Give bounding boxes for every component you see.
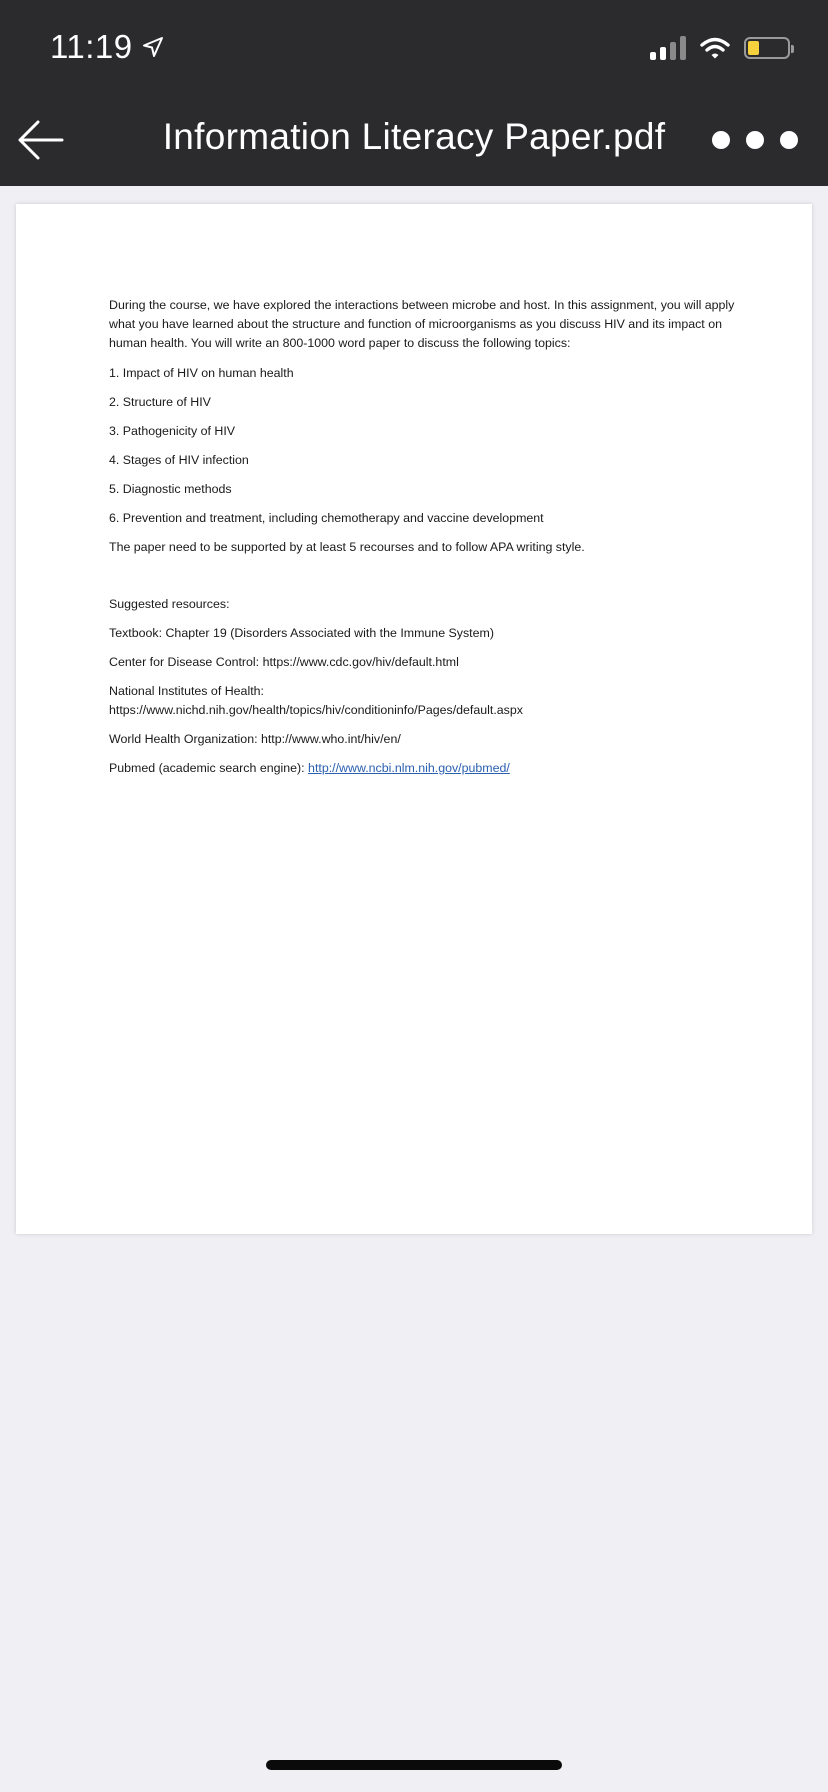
topic-item: 1. Impact of HIV on human health bbox=[109, 366, 294, 380]
intro-paragraph: During the course, we have explored the interactions between microbe and host. In this assignment, you will apply what you have learned about the structure and function of microorganisms as you discuss HIV and its impact on human health. You will write an 800-1000 word paper to discuss the following topics: bbox=[109, 298, 735, 350]
top-bar bbox=[0, 0, 828, 186]
topic-item: 5. Diagnostic methods bbox=[109, 482, 232, 496]
resource-item: World Health Organization: http://www.who.int/hiv/en/ bbox=[109, 732, 401, 746]
resources-heading: Suggested resources: bbox=[109, 597, 230, 611]
more-dot-icon bbox=[712, 131, 730, 149]
pdf-page[interactable] bbox=[16, 204, 812, 1234]
page-content bbox=[109, 296, 739, 788]
resource-item: Center for Disease Control: https://www.cdc.gov/hiv/default.html bbox=[109, 655, 459, 669]
status-time-text: 11:19 bbox=[50, 28, 133, 65]
status-time bbox=[50, 28, 165, 66]
document-title: Information Literacy Paper.pdf bbox=[162, 116, 666, 157]
location-arrow-icon bbox=[141, 35, 165, 59]
status-icons bbox=[650, 36, 790, 60]
resource-label: National Institutes of Health: bbox=[109, 684, 264, 698]
pubmed-link[interactable]: http://www.ncbi.nlm.nih.gov/pubmed/ bbox=[308, 761, 510, 775]
resource-item bbox=[109, 759, 739, 778]
topic-item: 6. Prevention and treatment, including chemotherapy and vaccine development bbox=[109, 511, 544, 525]
battery-icon bbox=[744, 37, 790, 59]
cellular-signal-icon bbox=[650, 36, 686, 60]
home-indicator[interactable] bbox=[266, 1760, 562, 1770]
resource-item bbox=[109, 682, 739, 720]
more-dot-icon bbox=[780, 131, 798, 149]
resource-url: https://www.nichd.nih.gov/health/topics/hiv/conditioninfo/Pages/default.aspx bbox=[109, 703, 523, 717]
requirement-text: The paper need to be supported by at least 5 recourses and to follow APA writing style. bbox=[109, 540, 585, 554]
pubmed-label: Pubmed (academic search engine): bbox=[109, 761, 309, 775]
topic-item: 2. Structure of HIV bbox=[109, 395, 211, 409]
resource-item: Textbook: Chapter 19 (Disorders Associated with the Immune System) bbox=[109, 626, 494, 640]
wifi-icon bbox=[700, 36, 730, 60]
more-options-button[interactable] bbox=[712, 130, 798, 150]
topic-item: 4. Stages of HIV infection bbox=[109, 453, 249, 467]
more-dot-icon bbox=[746, 131, 764, 149]
topic-item: 3. Pathogenicity of HIV bbox=[109, 424, 236, 438]
battery-level-fill bbox=[748, 41, 759, 55]
spacer bbox=[109, 567, 739, 595]
nav-row bbox=[0, 100, 828, 180]
